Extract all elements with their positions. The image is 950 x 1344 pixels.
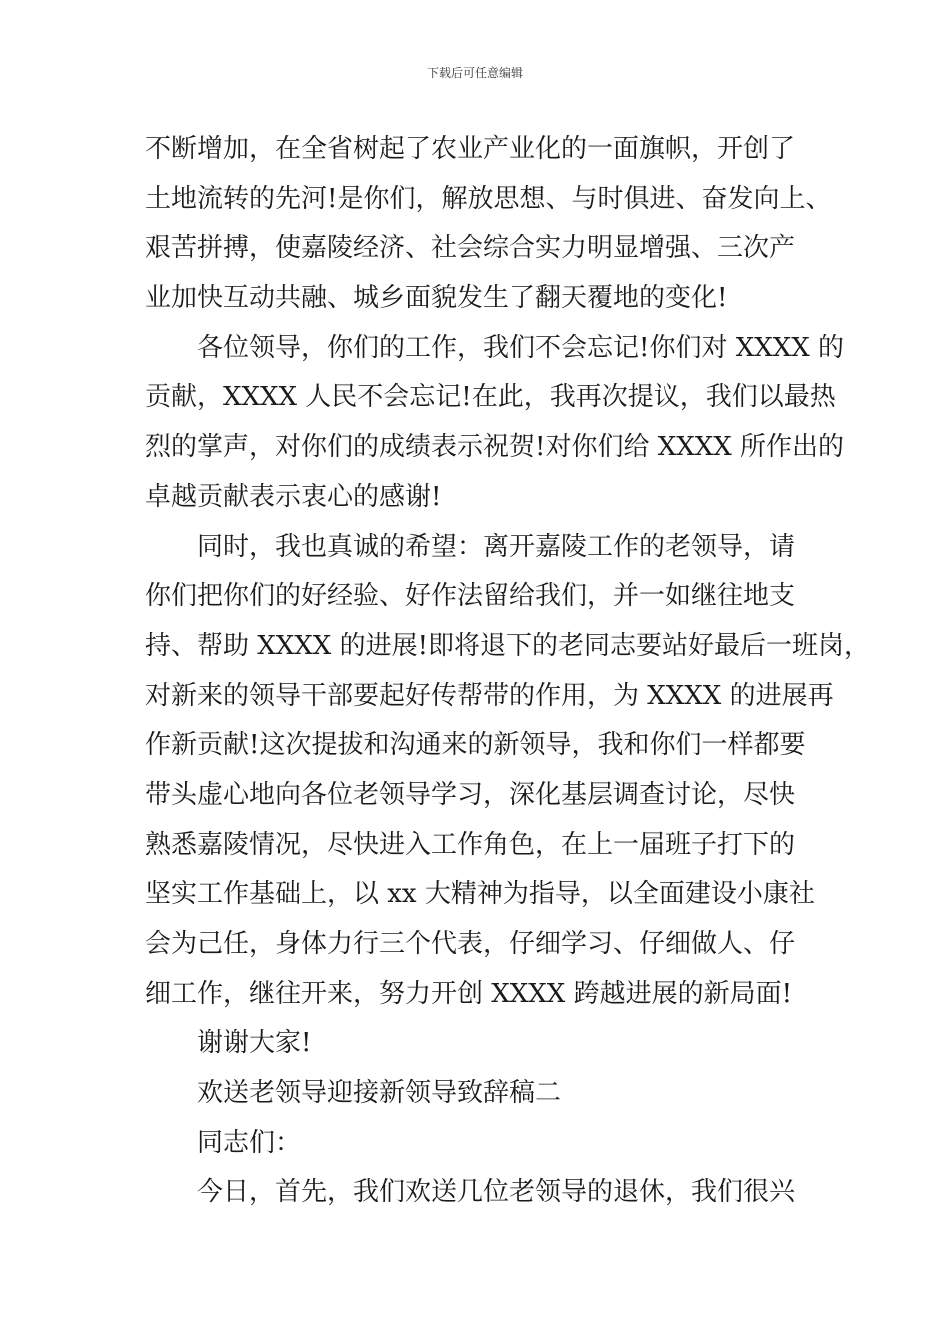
page-header: 下载后可任意编辑	[426, 66, 523, 80]
text-line: 卓越贡献表示衷心的感谢!	[145, 481, 442, 512]
text-line: 土地流转的先河!是你们，解放思想、与时俱进、奋发向上、	[145, 183, 832, 214]
text-line: 持、帮助 XXXX 的进展!即将退下的老同志要站好最后一班岗，	[145, 630, 871, 661]
text-line: 艰苦拼搏，使嘉陵经济、社会综合实力明显增强、三次产	[145, 233, 796, 264]
text-line: 作新贡献!这次提拔和沟通来的新领导，我和你们一样都要	[145, 730, 806, 761]
salutation: 同志们：	[197, 1127, 302, 1158]
text-line: 会为己任，身体力行三个代表，仔细学习、仔细做人、仔	[145, 929, 796, 959]
document-body	[145, 125, 871, 1218]
section-title: 欢送老领导迎接新领导致辞稿二	[197, 1078, 562, 1109]
paragraph-first-line: 各位领导，你们的工作，我们不会忘记!你们对 XXXX 的	[197, 332, 845, 363]
text-line: 你们把你们的好经验、好作法留给我们，并一如继往地支	[145, 581, 796, 612]
text-line: 业加快互动共融、城乡面貌发生了翻天覆地的变化!	[145, 283, 728, 314]
closing-thanks: 谢谢大家!	[197, 1028, 312, 1059]
text-line: 熟悉嘉陵情况，尽快进入工作角色，在上一届班子打下的	[145, 829, 796, 860]
paragraph-first-line: 今日，首先，我们欢送几位老领导的退休，我们很兴	[197, 1177, 796, 1208]
paragraph-first-line: 同时，我也真诚的希望：离开嘉陵工作的老领导，请	[197, 531, 796, 562]
text-line: 坚实工作基础上，以 xx 大精神为指导，以全面建设小康社	[145, 879, 815, 910]
text-line: 带头虚心地向各位老领导学习，深化基层调查讨论，尽快	[145, 779, 796, 810]
text-line: 对新来的领导干部要起好传帮带的作用，为 XXXX 的进展再	[145, 680, 834, 711]
text-line: 细工作，继往开来，努力开创 XXXX 跨越进展的新局面!	[145, 978, 793, 1009]
text-line: 贡献，XXXX 人民不会忘记!在此，我再次提议，我们以最热	[145, 382, 836, 413]
text-line: 烈的掌声，对你们的成绩表示祝贺!对你们给 XXXX 所作出的	[145, 432, 845, 463]
text-line: 不断增加，在全省树起了农业产业化的一面旗帜，开创了	[145, 134, 796, 164]
